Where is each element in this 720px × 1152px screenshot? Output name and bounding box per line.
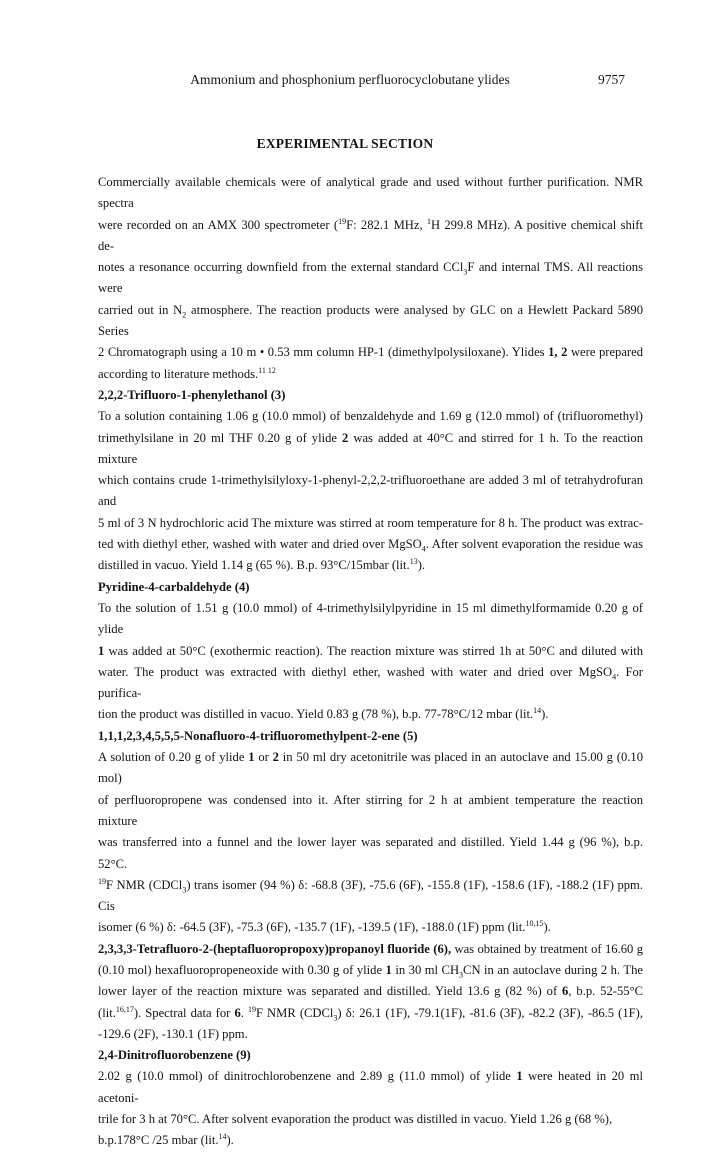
intro-line: according to literature methods.$^{11 12}$ — [98, 365, 276, 381]
running-head: Ammonium and phosphonium perfluorocyclobutane ylides — [190, 72, 510, 87]
page-number: 9757 — [598, 72, 625, 87]
intro-line: were recorded on an AMX 300 spectrometer ($^{19}$F: 282.1 MHz, $^1$H 299.8 MHz). A positive chemical shift de- — [98, 216, 643, 253]
compound-6-line: 2,3,3,3-Tetrafluoro-2-(heptafluoropropoxy)propanoyl fluoride (6), was obtained by treatment of 16.60 g — [98, 941, 643, 956]
compound-5-line: of perfluoropropene was condensed into it. After stirring for 2 h at ambient temperature the reaction mixture — [98, 792, 643, 828]
compound-6-line: (lit.$^{16,17}$). Spectral data for 6. $^{19}$F NMR (CDCl$_3$) δ: 26.1 (1F), -79.1(1F), -81.6 (3F), -82.2 (3F), -86.5 (1F), — [98, 1004, 643, 1023]
compound-3-heading: 2,2,2-Trifluoro-1-phenylethanol (3) — [98, 387, 286, 402]
compound-4-line: To the solution of 1.51 g (10.0 mmol) of 4-trimethylsilylpyridine in 15 ml dimethylformamide 0.20 g of ylide — [98, 600, 643, 637]
compound-3-line: ted with diethyl ether, washed with water and dried over MgSO$_4$. After solvent evaporation the residue was — [98, 537, 643, 554]
compound-5-line: isomer (6 %) δ: -64.5 (3F), -75.3 (6F), -135.7 (1F), -139.5 (1F), -188.0 (1F) ppm (lit.$^{10,15}$). — [98, 919, 551, 935]
intro-line: 2 Chromatograph using a 10 m • 0.53 mm column HP-1 (dimethylpolysiloxane). Ylides 1, 2 were prepared — [98, 345, 644, 360]
compound-9-line: trile for 3 h at 70°C. After solvent evaporation the product was distilled in vacuo. Yield 1.26 g (68 %), — [98, 1112, 613, 1127]
compound-3-line: 5 ml of 3 N hydrochloric acid The mixture was stirred at room temperature for 8 h. The product was extrac- — [98, 515, 643, 530]
compound-3-line: distilled in vacuo. Yield 1.14 g (65 %). B.p. 93°C/15mbar (lit.$^{13}$). — [98, 557, 426, 573]
compound-5-heading: 1,1,1,2,3,4,5,5,5-Nonafluoro-4-trifluoromethylpent-2-ene (5) — [98, 728, 418, 743]
compound-9-heading: 2,4-Dinitrofluorobenzene (9) — [98, 1048, 251, 1063]
compound-3-line: trimethylsilane in 20 ml THF 0.20 g of ylide 2 was added at 40°C and stirred for 1 h. To the reaction mixture — [98, 430, 643, 466]
intro-line: Commercially available chemicals were of analytical grade and used without further purification. NMR spectra — [98, 175, 643, 211]
compound-6-line: -129.6 (2F), -130.1 (1F) ppm. — [98, 1026, 248, 1041]
compound-5-line: $^{19}$F NMR (CDCl$_3$) trans isomer (94 %) δ: -68.8 (3F), -75.6 (6F), -155.8 (1F), -158.6 (1F), -188.2 (1F) ppm. Cis — [98, 876, 643, 914]
compound-5-line: A solution of 0.20 g of ylide 1 or 2 in 50 ml dry acetonitrile was placed in an autoclave and 15.00 g (0.10 mol) — [98, 750, 643, 786]
section-title: EXPERIMENTAL SECTION — [256, 136, 434, 151]
compound-4-line: water. The product was extracted with diethyl ether, washed with water and dried over MgSO$_4$. For purifica- — [98, 664, 644, 701]
compound-9-line: 2.02 g (10.0 mmol) of dinitrochlorobenzene and 2.89 g (11.0 mmol) of ylide 1 were heated in 20 ml acetoni- — [98, 1069, 643, 1105]
compound-5-line: was transferred into a funnel and the lower layer was separated and distilled. Yield 1.44 g (96 %), b.p. 52°C. — [98, 835, 643, 871]
compound-9-line: b.p.178°C /25 mbar (lit.$^{14}$). — [98, 1132, 234, 1148]
compound-6-line: lower layer of the reaction mixture was separated and distilled. Yield 13.6 g (82 %) of 6, b.p. 52-55°C — [98, 984, 644, 999]
intro-line: notes a resonance occurring downfield from the external standard CCl$_3$F and internal TMS. All reactions were — [98, 260, 643, 296]
compound-4-heading: Pyridine-4-carbaldehyde (4) — [98, 579, 250, 594]
compound-3-line: To a solution containing 1.06 g (10.0 mmol) of benzaldehyde and 1.69 g (12.0 mmol) of (trifluoromethyl) — [98, 409, 643, 424]
intro-line: carried out in $N_2$ atmosphere. The reaction products were analysed by GLC on a Hewlett Packard 5890 Series — [98, 302, 643, 339]
page-header — [0, 72, 720, 94]
compound-4-line: 1 was added at 50°C (exothermic reaction). The reaction mixture was stirred 1h at 50°C and diluted with — [98, 643, 643, 658]
compound-4-line: tion the product was distilled in vacuo. Yield 0.83 g (78 %), b.p. 77-78°C/12 mbar (lit.$^{14}$). — [98, 706, 549, 722]
body-text — [98, 172, 643, 1152]
compound-6-line: (0.10 mol) hexafluoropropeneoxide with 0.30 g of ylide 1 in 30 ml $CH_3CN$ in an autoclave during 2 h. The — [98, 962, 643, 980]
compound-3-line: which contains crude 1-trimethylsilyloxy-1-phenyl-2,2,2-trifluoroethane are added 3 ml of tetrahydrofuran and — [98, 473, 643, 509]
